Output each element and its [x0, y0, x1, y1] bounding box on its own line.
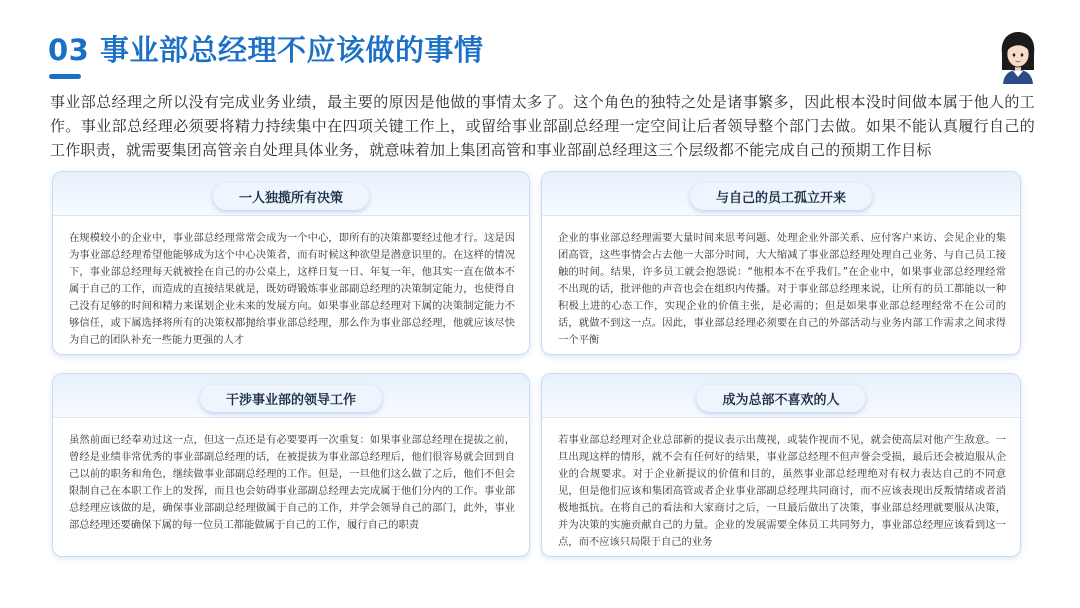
- card-body: 若事业部总经理对企业总部新的提议表示出蔑视，或装作视而不见，就会使高层对他产生敌意。一旦出现这样的情形，就不会有任何好的结果，事业部总经理不但声誉会受损，最后还会被迫服从企业的合规要求。对于企业新提议的价值和目的，虽然事业部总经理绝对有权力表达自己的不同意见，但是他们应该和集团高管或者企业事业部副总经理共同商讨，而不应该表现出反叛情绪或者消极地抵抗。在将自己的看法和大家商讨之后，一旦最后做出了决策，事业部总经理就要服从决策，并为决策的实施贡献自己的力量。企业的发展需要全体员工共同努力，事业部总经理应该看到这一点，而不应该只局限于自己的业务: [558, 434, 1006, 548]
- person-avatar-icon: [996, 30, 1040, 84]
- card-title: 一人独揽所有决策: [213, 183, 369, 210]
- intro-paragraph: 事业部总经理之所以没有完成业务业绩，最主要的原因是他做的事情太多了。这个角色的独特之处是诸事繁多，因此根本没时间做本属于他人的工作。事业部总经理必须要将精力持续集中在四项关键工作上，或留给事业部副总经理一定空间让后者领导整个部门去做。如果不能认真履行自己的工作职责，就需要集团高管亲自处理具体业务，就意味着加上集团高管和事业部副总经理这三个层级都不能完成自己的预期工作目标: [50, 93, 1035, 159]
- title-underline: [49, 74, 81, 79]
- card-title: 成为总部不喜欢的人: [696, 385, 865, 412]
- page-title: 03 事业部总经理不应该做的事情: [48, 33, 484, 67]
- card-body: 企业的事业部总经理需要大量时间来思考问题、处理企业外部关系、应付客户来访、会见企业的集团高管，这些事情会占去他一大部分时间，大大缩减了事业部总经理处理自己业务、与自己员工接触的时间。结果，许多员工就会抱怨说：“他根本不在乎我们。”在企业中，如果事业部总经理经常不出现的话，批评他的声音也会在组织内传播。对于事业部总经理来说，让所有的员工都能以一种积极上进的心态工作，实现企业的价值主张，是必需的；但是如果事业部总经理经常不在公司的话，就做不到这一点。因此，事业部总经理必须要在自己的外部活动与业务内部工作需求之间求得一个平衡: [558, 232, 1006, 346]
- card-body: 虽然前面已经奉劝过这一点，但这一点还是有必要要再一次重复：如果事业部总经理在提拔之前，曾经是业绩非常优秀的事业部副总经理的话，在被提拔为事业部总经理后，他们很容易就会回到自己以前的职务和角色，继续做事业部副总经理的工作。但是，一旦他们这么做了之后，他们不但会限制自己在本职工作上的发挥，而且也会妨碍事业部副总经理去完成属于他们分内的工作。事业部总经理应该做的是，确保事业部副总经理做属于自己的工作，并学会领导自己的部门，此外，事业部总经理还要确保下属的每一位员工都能做属于自己的工作，履行自己的职责: [69, 434, 515, 531]
- card-centralized-decisions: [52, 171, 530, 355]
- card-interfere-leadership: [52, 373, 530, 557]
- card-title: 干涉事业部的领导工作: [200, 385, 382, 412]
- card-disliked-by-hq: [541, 373, 1021, 557]
- card-body: 在规模较小的企业中，事业部总经理常常会成为一个中心，即所有的决策都要经过他才行。这是因为事业部总经理希望他能够成为这个中心决策者，而有时候这种欲望是潜意识里的。在这样的情况下，事业部总经理每天就被拴在自己的办公桌上，这样日复一日、年复一年，他其实一直在做本不属于自己的工作，而造成的直接结果就是，既妨碍锻炼事业部副总经理的决策制定能力，也使得自己没有足够的时间和精力来谋划企业未来的发展方向。如果事业部总经理对下属的决策制定能力不够信任，或下属选择将所有的决策权都抛给事业部总经理，那么作为事业部总经理，他就应该尽快为自己的团队补充一些能力更强的人才: [69, 232, 515, 346]
- card-title: 与自己的员工孤立开来: [690, 183, 872, 210]
- card-isolated-from-staff: [541, 171, 1021, 355]
